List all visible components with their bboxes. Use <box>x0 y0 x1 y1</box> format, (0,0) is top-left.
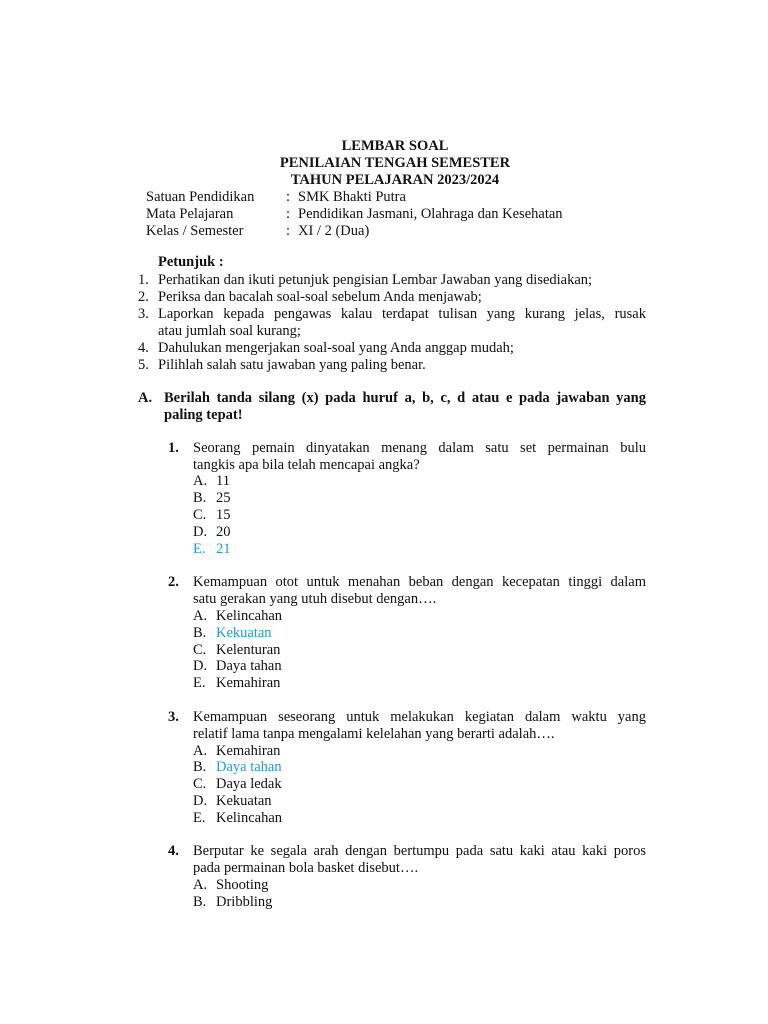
option-letter: A. <box>193 608 208 624</box>
option-text: 15 <box>216 507 231 523</box>
option-text: Daya tahan <box>216 658 282 674</box>
info-value: SMK Bhakti Putra <box>298 189 406 205</box>
option-text: 11 <box>216 473 230 489</box>
option-text: Dribbling <box>216 894 273 910</box>
option-text: Shooting <box>216 877 269 893</box>
option-letter: B. <box>193 490 207 506</box>
section-text: Berilah tanda silang (x) pada huruf a, b, c, d atau e pada jawaban yang <box>164 390 646 406</box>
question-text-cont: satu gerakan yang utuh disebut dengan…. <box>193 591 437 607</box>
option-text: Daya tahan <box>216 759 282 775</box>
question-number: 3. <box>168 709 179 725</box>
option-letter: C. <box>193 776 207 792</box>
option-letter: A. <box>193 877 208 893</box>
option-letter: C. <box>193 507 207 523</box>
question-text-cont: relatif lama tanpa mengalami kelelahan yang berarti adalah…. <box>193 726 555 742</box>
option-letter: D. <box>193 658 208 674</box>
option-text: Kelincahan <box>216 608 283 624</box>
option-letter: B. <box>193 625 207 641</box>
doc-title-line1: LEMBAR SOAL <box>341 138 449 154</box>
option-text: Kekuatan <box>216 625 272 641</box>
instruction-number: 5. <box>138 357 149 373</box>
info-value: Pendidikan Jasmani, Olahraga dan Kesehatan <box>298 206 563 222</box>
doc-title-line3: TAHUN PELAJARAN 2023/2024 <box>290 172 500 188</box>
question-number: 1. <box>168 440 179 456</box>
info-label: Kelas / Semester <box>146 223 244 239</box>
option-text: Kemahiran <box>216 743 281 759</box>
section-number: A. <box>138 390 153 406</box>
option-letter: B. <box>193 894 207 910</box>
question-text-cont: pada permainan bola basket disebut…. <box>193 860 419 876</box>
instruction-text: Laporkan kepada pengawas kalau terdapat tulisan yang kurang jelas, rusak <box>158 306 646 322</box>
question-text: Seorang pemain dinyatakan menang dalam satu set permainan bulu <box>193 440 646 456</box>
option-text: 20 <box>216 524 231 540</box>
question-number: 4. <box>168 843 179 859</box>
info-colon: : <box>286 223 291 239</box>
info-value: XI / 2 (Dua) <box>298 223 370 239</box>
option-text: Kelincahan <box>216 810 283 826</box>
option-text: Kemahiran <box>216 675 281 691</box>
option-letter: A. <box>193 473 208 489</box>
question-text: Kemampuan seseorang untuk melakukan kegiatan dalam waktu yang <box>193 709 646 725</box>
info-colon: : <box>286 206 291 222</box>
option-letter: D. <box>193 524 208 540</box>
option-text: 21 <box>216 541 231 557</box>
instruction-number: 1. <box>138 272 149 288</box>
option-letter: A. <box>193 743 208 759</box>
doc-title-line2: PENILAIAN TENGAH SEMESTER <box>279 155 511 171</box>
option-letter: E. <box>193 810 206 826</box>
question-text: Kemampuan otot untuk menahan beban dengan kecepatan tinggi dalam <box>193 574 646 590</box>
option-letter: D. <box>193 793 208 809</box>
question-text: Berputar ke segala arah dengan bertumpu pada satu kaki atau kaki poros <box>193 843 646 859</box>
instruction-number: 2. <box>138 289 149 305</box>
option-text: Daya ledak <box>216 776 282 792</box>
instruction-text: Perhatikan dan ikuti petunjuk pengisian Lembar Jawaban yang disediakan; <box>158 272 593 288</box>
instruction-text: Pilihlah salah satu jawaban yang paling benar. <box>158 357 426 373</box>
option-letter: C. <box>193 642 207 658</box>
instruction-number: 4. <box>138 340 149 356</box>
info-label: Mata Pelajaran <box>146 206 234 222</box>
option-letter: E. <box>193 675 206 691</box>
instruction-text-cont: atau jumlah soal kurang; <box>158 323 301 339</box>
question-number: 2. <box>168 574 179 590</box>
instruction-text: Periksa dan bacalah soal-soal sebelum Anda menjawab; <box>158 289 482 305</box>
instruction-text: Dahulukan mengerjakan soal-soal yang Anda anggap mudah; <box>158 340 514 356</box>
info-colon: : <box>286 189 291 205</box>
instruction-number: 3. <box>138 306 149 322</box>
option-letter: B. <box>193 759 207 775</box>
option-letter: E. <box>193 541 206 557</box>
option-text: Kekuatan <box>216 793 272 809</box>
instructions-heading: Petunjuk : <box>158 254 224 270</box>
question-text-cont: tangkis apa bila telah mencapai angka? <box>193 457 420 473</box>
section-text-cont: paling tepat! <box>164 407 243 423</box>
option-text: 25 <box>216 490 231 506</box>
info-label: Satuan Pendidikan <box>146 189 255 205</box>
option-text: Kelenturan <box>216 642 281 658</box>
